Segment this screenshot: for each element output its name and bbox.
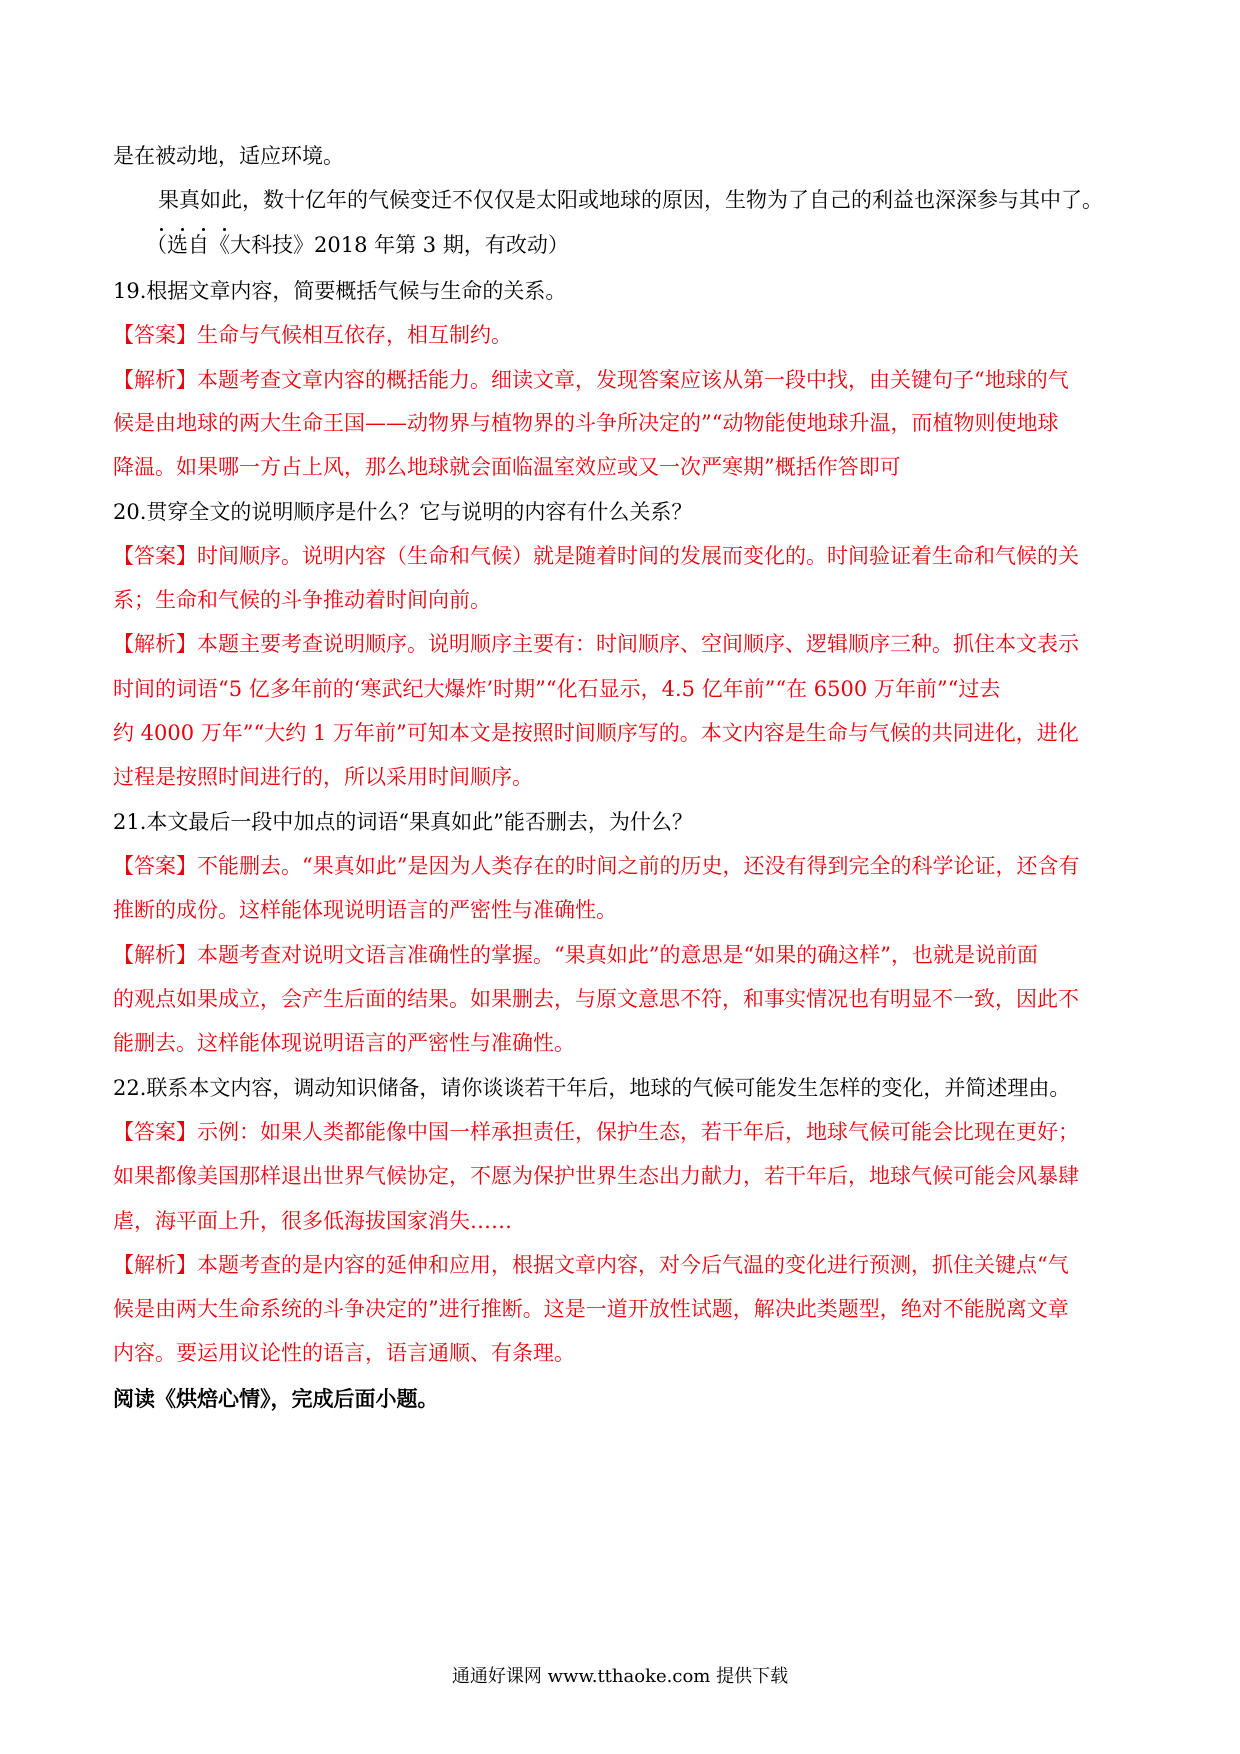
- analysis-20-line: 约 4000 万年”“大约 1 万年前”可知本文是按照时间顺序写的。本文内容是生命与气候的共同进化，进化: [113, 721, 1079, 745]
- question-20: 20.贯穿全文的说明顺序是什么？它与说明的内容有什么关系？: [113, 500, 693, 524]
- answer-20-line: 【答案】时间顺序。说明内容（生命和气候）就是随着时间的发展而变化的。时间验证着生命和气候的关: [113, 544, 1079, 568]
- analysis-20-line: 【解析】本题主要考查说明顺序。说明顺序主要有：时间顺序、空间顺序、逻辑顺序三种。抓住本文表示: [113, 632, 1079, 656]
- page-footer: 通通好课网 www.tthaoke.com 提供下载: [451, 1666, 789, 1687]
- analysis-20-line: 时间的词语“5 亿多年前的‘寒武纪大爆炸’时期”“化石显示，4.5 亿年前”“在 6500 万年前”“过去: [113, 677, 1001, 701]
- analysis-22-line: 候是由两大生命系统的斗争决定的”进行推断。这是一道开放性试题，解决此类题型，绝对不能脱离文章: [113, 1297, 1069, 1321]
- analysis-19-line: 候是由地球的两大生命王国——动物界与植物界的斗争所决定的”“动物能使地球升温，而植物则使地球: [113, 411, 1059, 435]
- passage-last-paragraph-text: ，数十亿年的气候变迁不仅仅是太阳或地球的原因，生物为了自己的利益也深深参与其中了。: [242, 188, 1103, 212]
- answer-20-line: 系；生命和气候的斗争推动着时间向前。: [113, 588, 491, 612]
- next-section-heading: 阅读《烘焙心情》，完成后面小题。: [113, 1386, 439, 1411]
- passage-last-paragraph: [158, 185, 1135, 215]
- analysis-22-line: 【解析】本题考查的是内容的延伸和应用，根据文章内容，对今后气温的变化进行预测，抓住关键点“气: [113, 1253, 1069, 1277]
- emphasized-phrase: 果真如此: [158, 188, 242, 212]
- answer-21-line: 推断的成份。这样能体现说明语言的严密性与准确性。: [113, 898, 617, 922]
- answer-22-line: 如果都像美国那样退出世界气候协定，不愿为保护世界生态出力献力，若干年后，地球气候可能会风暴肆: [113, 1164, 1079, 1188]
- analysis-21-line: 能删去。这样能体现说明语言的严密性与准确性。: [113, 1031, 575, 1055]
- answer-22-line: 虐，海平面上升，很多低海拔国家消失……: [113, 1209, 512, 1233]
- passage-line: 是在被动地，适应环境。: [113, 144, 344, 168]
- analysis-21-line: 【解析】本题考查对说明文语言准确性的掌握。“果真如此”的意思是“如果的确这样”，也就是说前面: [113, 943, 1038, 967]
- answer-22-line: 【答案】示例：如果人类都能像中国一样承担责任，保护生态，若干年后，地球气候可能会比现在更好；: [113, 1120, 1079, 1144]
- analysis-19-line: 【解析】本题考查文章内容的概括能力。细读文章，发现答案应该从第一段中找，由关键句子“地球的气: [113, 368, 1069, 392]
- analysis-22-line: 内容。要运用议论性的语言，语言通顺、有条理。: [113, 1341, 575, 1365]
- analysis-19-line: 降温。如果哪一方占上风，那么地球就会面临温室效应或又一次严寒期”概括作答即可: [113, 455, 901, 479]
- question-22: 22.联系本文内容，调动知识储备，请你谈谈若干年后，地球的气候可能发生怎样的变化，并简述理由。: [113, 1076, 1071, 1100]
- analysis-20-line: 过程是按照时间进行的，所以采用时间顺序。: [113, 765, 533, 789]
- analysis-21-line: 的观点如果成立，会产生后面的结果。如果删去，与原文意思不符，和事实情况也有明显不一致，因此不: [113, 987, 1079, 1011]
- question-21: 21.本文最后一段中加点的词语“果真如此”能否删去，为什么？: [113, 810, 693, 834]
- source-citation: （选自《大科技》2018 年第 3 期，有改动）: [146, 233, 569, 257]
- answer-19: 【答案】生命与气候相互依存，相互制约。: [113, 323, 512, 347]
- answer-21-line: 【答案】不能删去。“果真如此”是因为人类存在的时间之前的历史，还没有得到完全的科学论证，还含有: [113, 854, 1080, 878]
- question-19: 19.根据文章内容，简要概括气候与生命的关系。: [113, 279, 567, 303]
